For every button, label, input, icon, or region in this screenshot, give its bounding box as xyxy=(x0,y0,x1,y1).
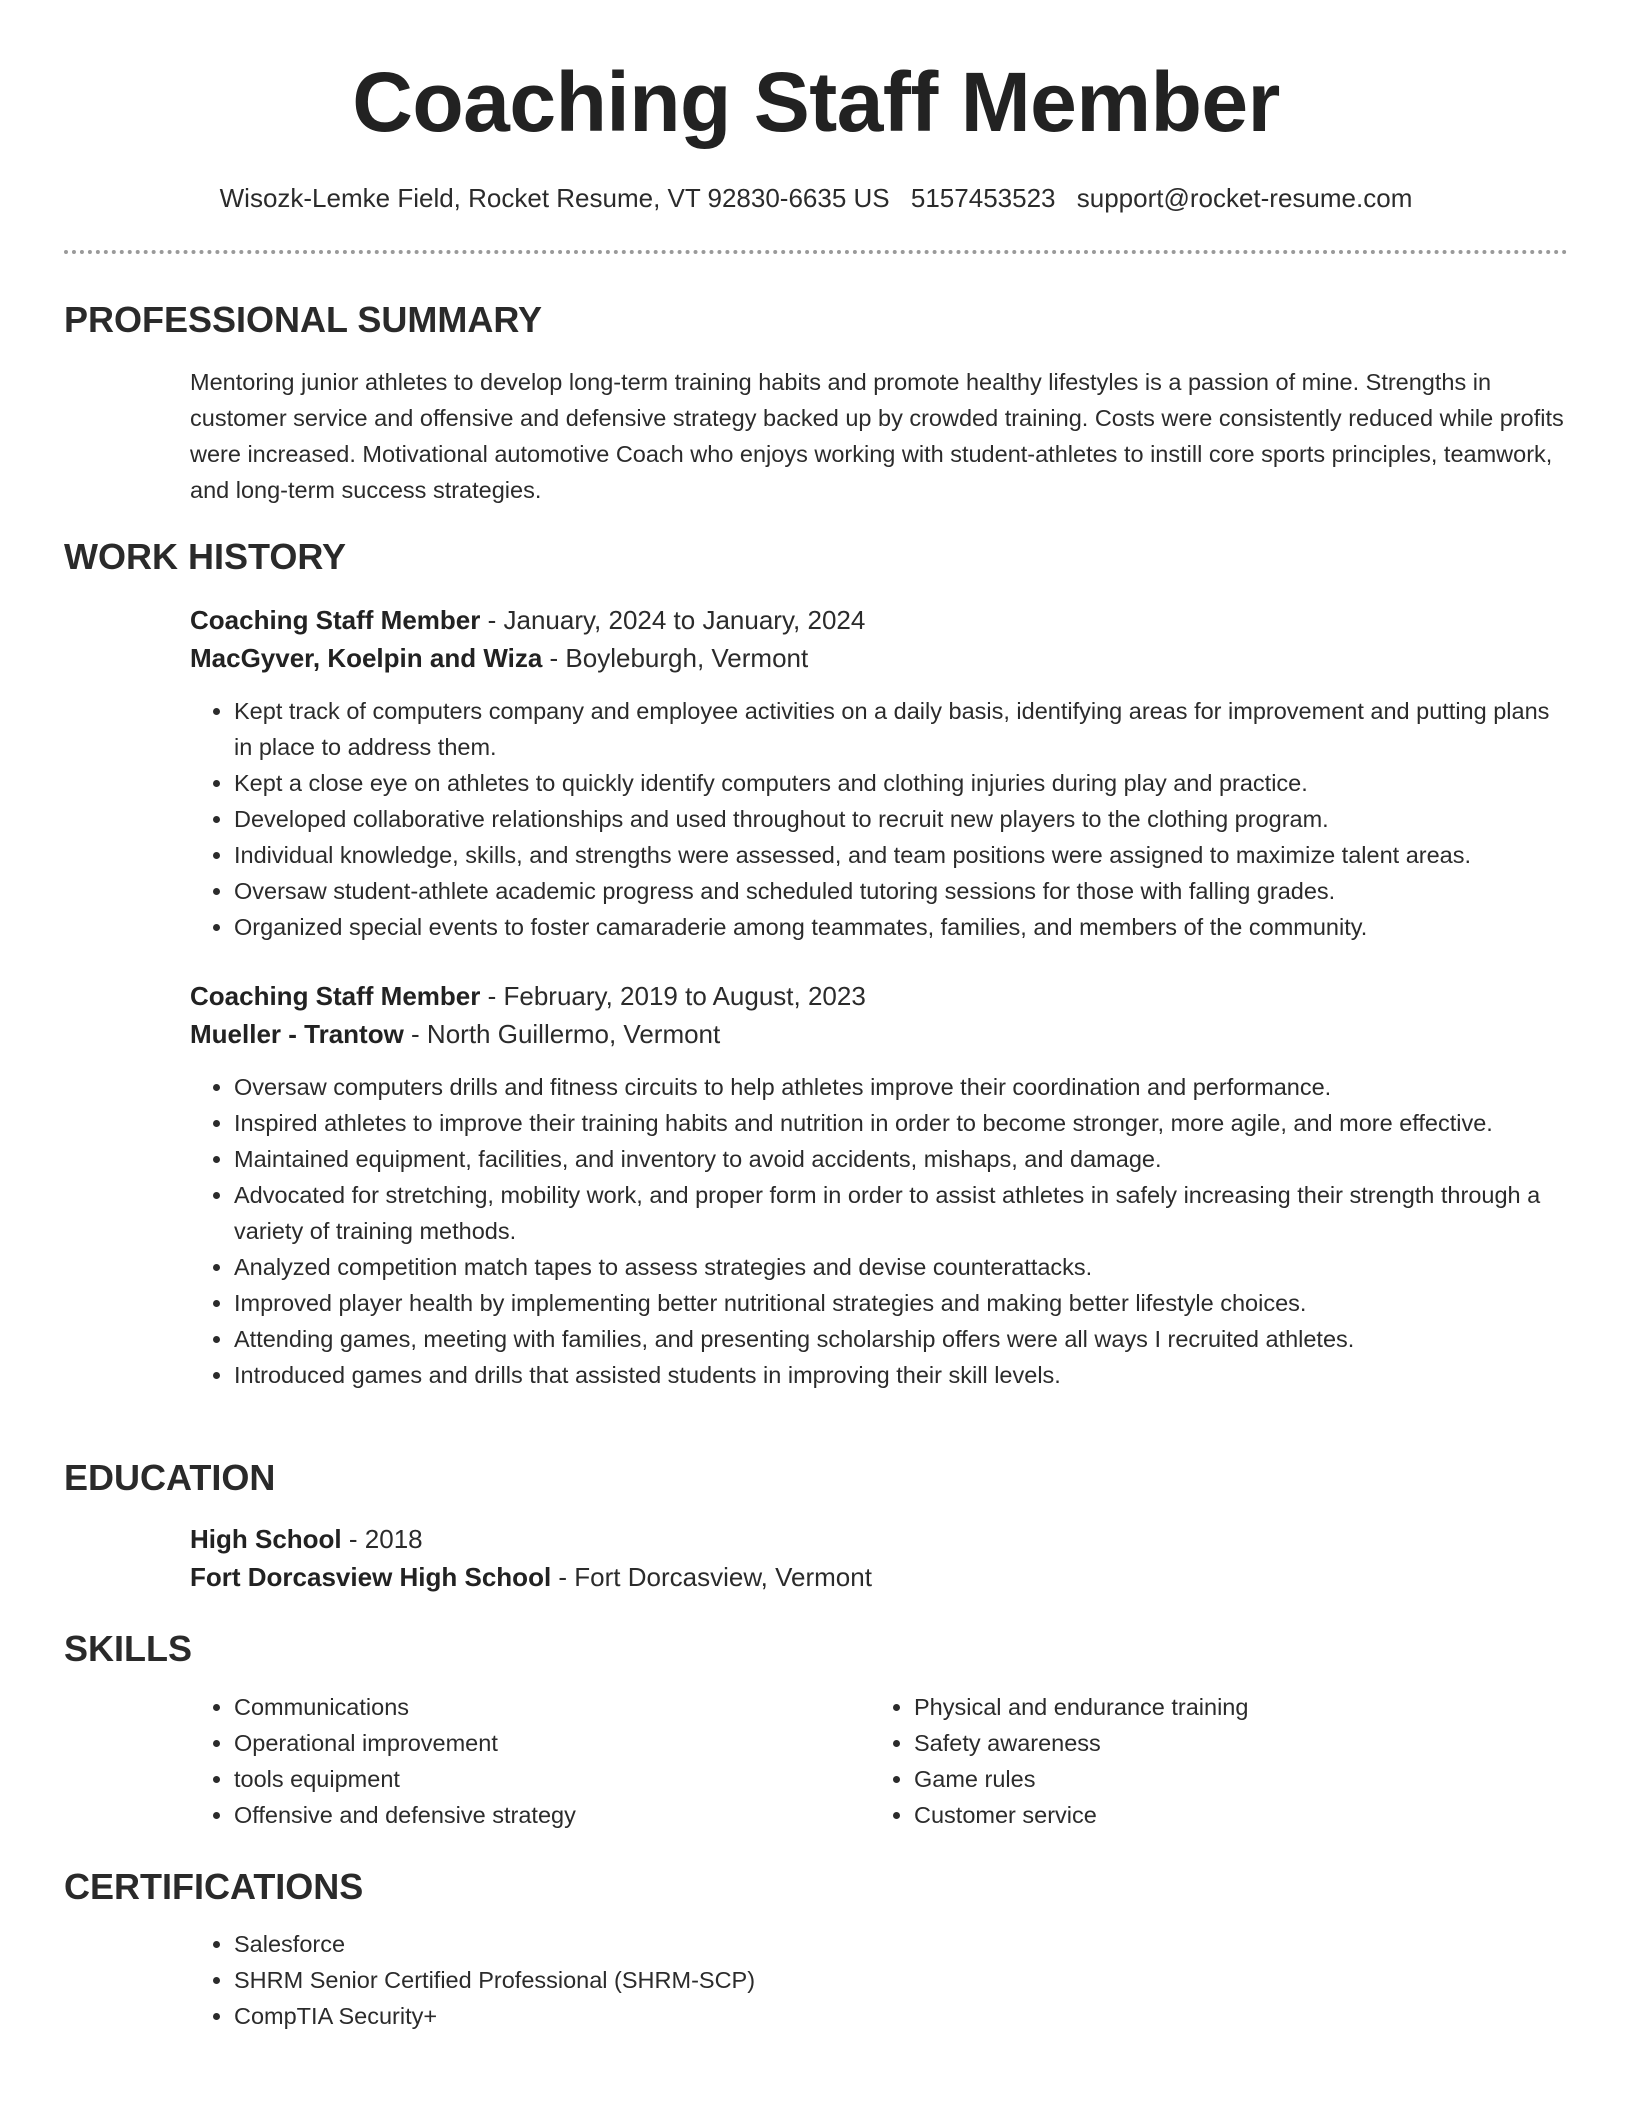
list-item: • Physical and endurance training xyxy=(914,1689,1550,1725)
job-dates: - February, 2019 to August, 2023 xyxy=(480,981,866,1011)
contact-address: Wisozk-Lemke Field, Rocket Resume, VT 92830-6635 US xyxy=(219,183,890,213)
job-dates: - January, 2024 to January, 2024 xyxy=(480,605,866,635)
skills-bullets-right xyxy=(870,1689,1550,1833)
list-item: • Kept a close eye on athletes to quickly identify computers and clothing injuries during play and practice. xyxy=(234,765,1568,801)
job-entry-1 xyxy=(190,601,1568,945)
list-item: • Organized special events to foster camaraderie among teammates, families, and members of the community. xyxy=(234,909,1568,945)
list-item: • Oversaw student-athlete academic progress and scheduled tutoring sessions for those with falling grades. xyxy=(234,873,1568,909)
list-item: • Advocated for stretching, mobility work, and proper form in order to assist athletes in safely increasing their strength through a variety of training methods. xyxy=(234,1177,1568,1249)
list-item: • Introduced games and drills that assisted students in improving their skill levels. xyxy=(234,1357,1568,1393)
job-company-line xyxy=(190,639,1568,677)
contact-phone: 5157453523 xyxy=(910,183,1056,213)
education-degree: High School xyxy=(190,1524,342,1554)
list-item: • Improved player health by implementing better nutritional strategies and making better lifestyle choices. xyxy=(234,1285,1568,1321)
skills-bullets-left xyxy=(190,1689,870,1833)
header-divider xyxy=(64,250,1568,254)
list-item: • CompTIA Security+ xyxy=(234,1998,1568,2034)
education-year: - 2018 xyxy=(341,1524,423,1554)
education-school-line xyxy=(190,1558,1568,1596)
list-item: • Operational improvement xyxy=(234,1725,870,1761)
list-item: • Attending games, meeting with families, and presenting scholarship offers were all ways I recruited athletes. xyxy=(234,1321,1568,1357)
education-entry xyxy=(190,1520,1568,1596)
summary-text: Mentoring junior athletes to develop long-term training habits and promote healthy lifestyles is a passion of mine. Strengths in customer service and offensive and defensive strategy backed up by crowded training. Costs were consistently reduced while profits were increased. Motivational automotive Coach who enjoys working with student-athletes to instill core sports principles, teamwork, and long-term success strategies. xyxy=(190,369,1564,503)
contact-line xyxy=(64,178,1568,218)
skills-column-left xyxy=(190,1689,870,1833)
list-item: • Oversaw computers drills and fitness circuits to help athletes improve their coordination and performance. xyxy=(234,1069,1568,1105)
certifications-list xyxy=(190,1926,1568,2034)
summary-heading: PROFESSIONAL SUMMARY xyxy=(64,299,543,340)
list-item: • Game rules xyxy=(914,1761,1550,1797)
skills-column-right xyxy=(870,1689,1550,1833)
list-item: • Individual knowledge, skills, and strengths were assessed, and team positions were assigned to maximize talent areas. xyxy=(234,837,1568,873)
job-entry-2 xyxy=(190,977,1568,1393)
certifications-heading: CERTIFICATIONS xyxy=(64,1866,364,1907)
skills-heading: SKILLS xyxy=(64,1628,193,1669)
list-item: • Offensive and defensive strategy xyxy=(234,1797,870,1833)
education-location: - Fort Dorcasview, Vermont xyxy=(551,1562,872,1592)
education-degree-line xyxy=(190,1520,1568,1558)
job-location: - Boyleburgh, Vermont xyxy=(542,643,809,673)
job-company: Mueller - Trantow xyxy=(190,1019,404,1049)
list-item: • Analyzed competition match tapes to assess strategies and devise counterattacks. xyxy=(234,1249,1568,1285)
job-bullets xyxy=(190,693,1568,945)
job-location: - North Guillermo, Vermont xyxy=(403,1019,721,1049)
skills-list xyxy=(190,1689,1568,1833)
list-item: • Maintained equipment, facilities, and inventory to avoid accidents, mishaps, and damage. xyxy=(234,1141,1568,1177)
contact-email: support@rocket-resume.com xyxy=(1076,183,1413,213)
list-item: • Customer service xyxy=(914,1797,1550,1833)
list-item: • Inspired athletes to improve their training habits and nutrition in order to become stronger, more agile, and more effective. xyxy=(234,1105,1568,1141)
list-item: • Salesforce xyxy=(234,1926,1568,1962)
list-item: • Developed collaborative relationships and used throughout to recruit new players to the clothing program. xyxy=(234,801,1568,837)
job-role: Coaching Staff Member xyxy=(190,981,481,1011)
job-title-line xyxy=(190,601,1568,639)
list-item: • Communications xyxy=(234,1689,870,1725)
job-bullets xyxy=(190,1069,1568,1393)
job-company: MacGyver, Koelpin and Wiza xyxy=(190,643,543,673)
job-company-line xyxy=(190,1015,1568,1053)
education-heading: EDUCATION xyxy=(64,1457,276,1498)
resume-name: Coaching Staff Member xyxy=(352,55,1280,149)
certifications-bullets xyxy=(190,1926,1568,2034)
list-item: • Kept track of computers company and employee activities on a daily basis, identifying areas for improvement and putting plans in place to address them. xyxy=(234,693,1568,765)
list-item: • SHRM Senior Certified Professional (SHRM-SCP) xyxy=(234,1962,1568,1998)
list-item: • Safety awareness xyxy=(914,1725,1550,1761)
list-item: • tools equipment xyxy=(234,1761,870,1797)
education-school: Fort Dorcasview High School xyxy=(190,1562,552,1592)
job-role: Coaching Staff Member xyxy=(190,605,481,635)
job-title-line xyxy=(190,977,1568,1015)
work-history-heading: WORK HISTORY xyxy=(64,536,347,577)
